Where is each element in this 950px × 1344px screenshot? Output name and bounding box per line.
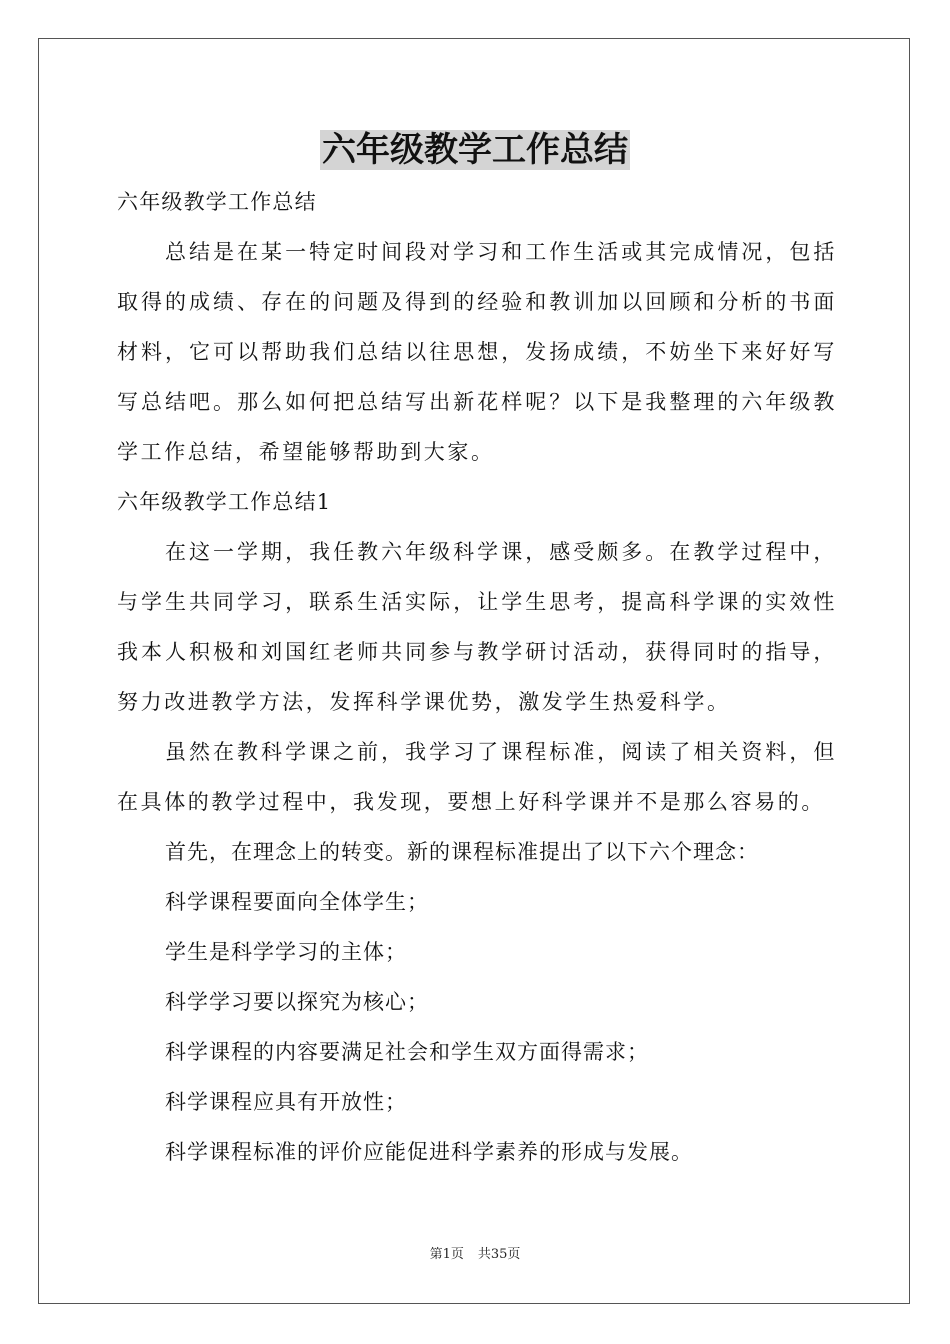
section-heading: 六年级教学工作总结1 (117, 490, 332, 514)
body-paragraph: 首先，在理念上的转变。新的课程标准提出了以下六个理念： (165, 840, 759, 864)
page-total: 共35页 (477, 1247, 521, 1262)
list-item: 科学课程的内容要满足社会和学生双方面得需求； (165, 1040, 649, 1064)
list-item: 学生是科学学习的主体； (165, 940, 407, 964)
list-item: 科学课程应具有开放性； (165, 1090, 407, 1114)
page-footer (0, 1246, 950, 1264)
list-item: 科学学习要以探究为核心； (165, 990, 429, 1014)
document-title (0, 126, 950, 174)
list-item: 科学课程标准的评价应能促进科学素养的形成与发展。 (165, 1140, 693, 1164)
document-body (117, 177, 837, 1177)
body-paragraph: 在这一学期，我任教六年级科学课，感受颇多。在教学过程中，与学生共同学习，联系生活实际，让学生思考，提高科学课的实效性我本人积极和刘国红老师共同参与教学研讨活动，获得同时的指导，努力改进教学方法，发挥科学课优势，激发学生热爱科学。 (117, 540, 837, 714)
subtitle-paragraph: 六年级教学工作总结 (117, 190, 317, 214)
document-title-text: 六年级教学工作总结 (322, 130, 628, 170)
page-number: 第1页 (429, 1247, 464, 1262)
list-item: 科学课程要面向全体学生； (165, 890, 429, 914)
body-paragraph: 虽然在教科学课之前，我学习了课程标准，阅读了相关资料，但在具体的教学过程中，我发现，要想上好科学课并不是那么容易的。 (117, 740, 837, 814)
intro-paragraph: 总结是在某一特定时间段对学习和工作生活或其完成情况，包括取得的成绩、存在的问题及得到的经验和教训加以回顾和分析的书面材料，它可以帮助我们总结以往思想，发扬成绩，不妨坐下来好好写写总结吧。那么如何把总结写出新花样呢？以下是我整理的六年级教学工作总结，希望能够帮助到大家。 (117, 240, 837, 464)
